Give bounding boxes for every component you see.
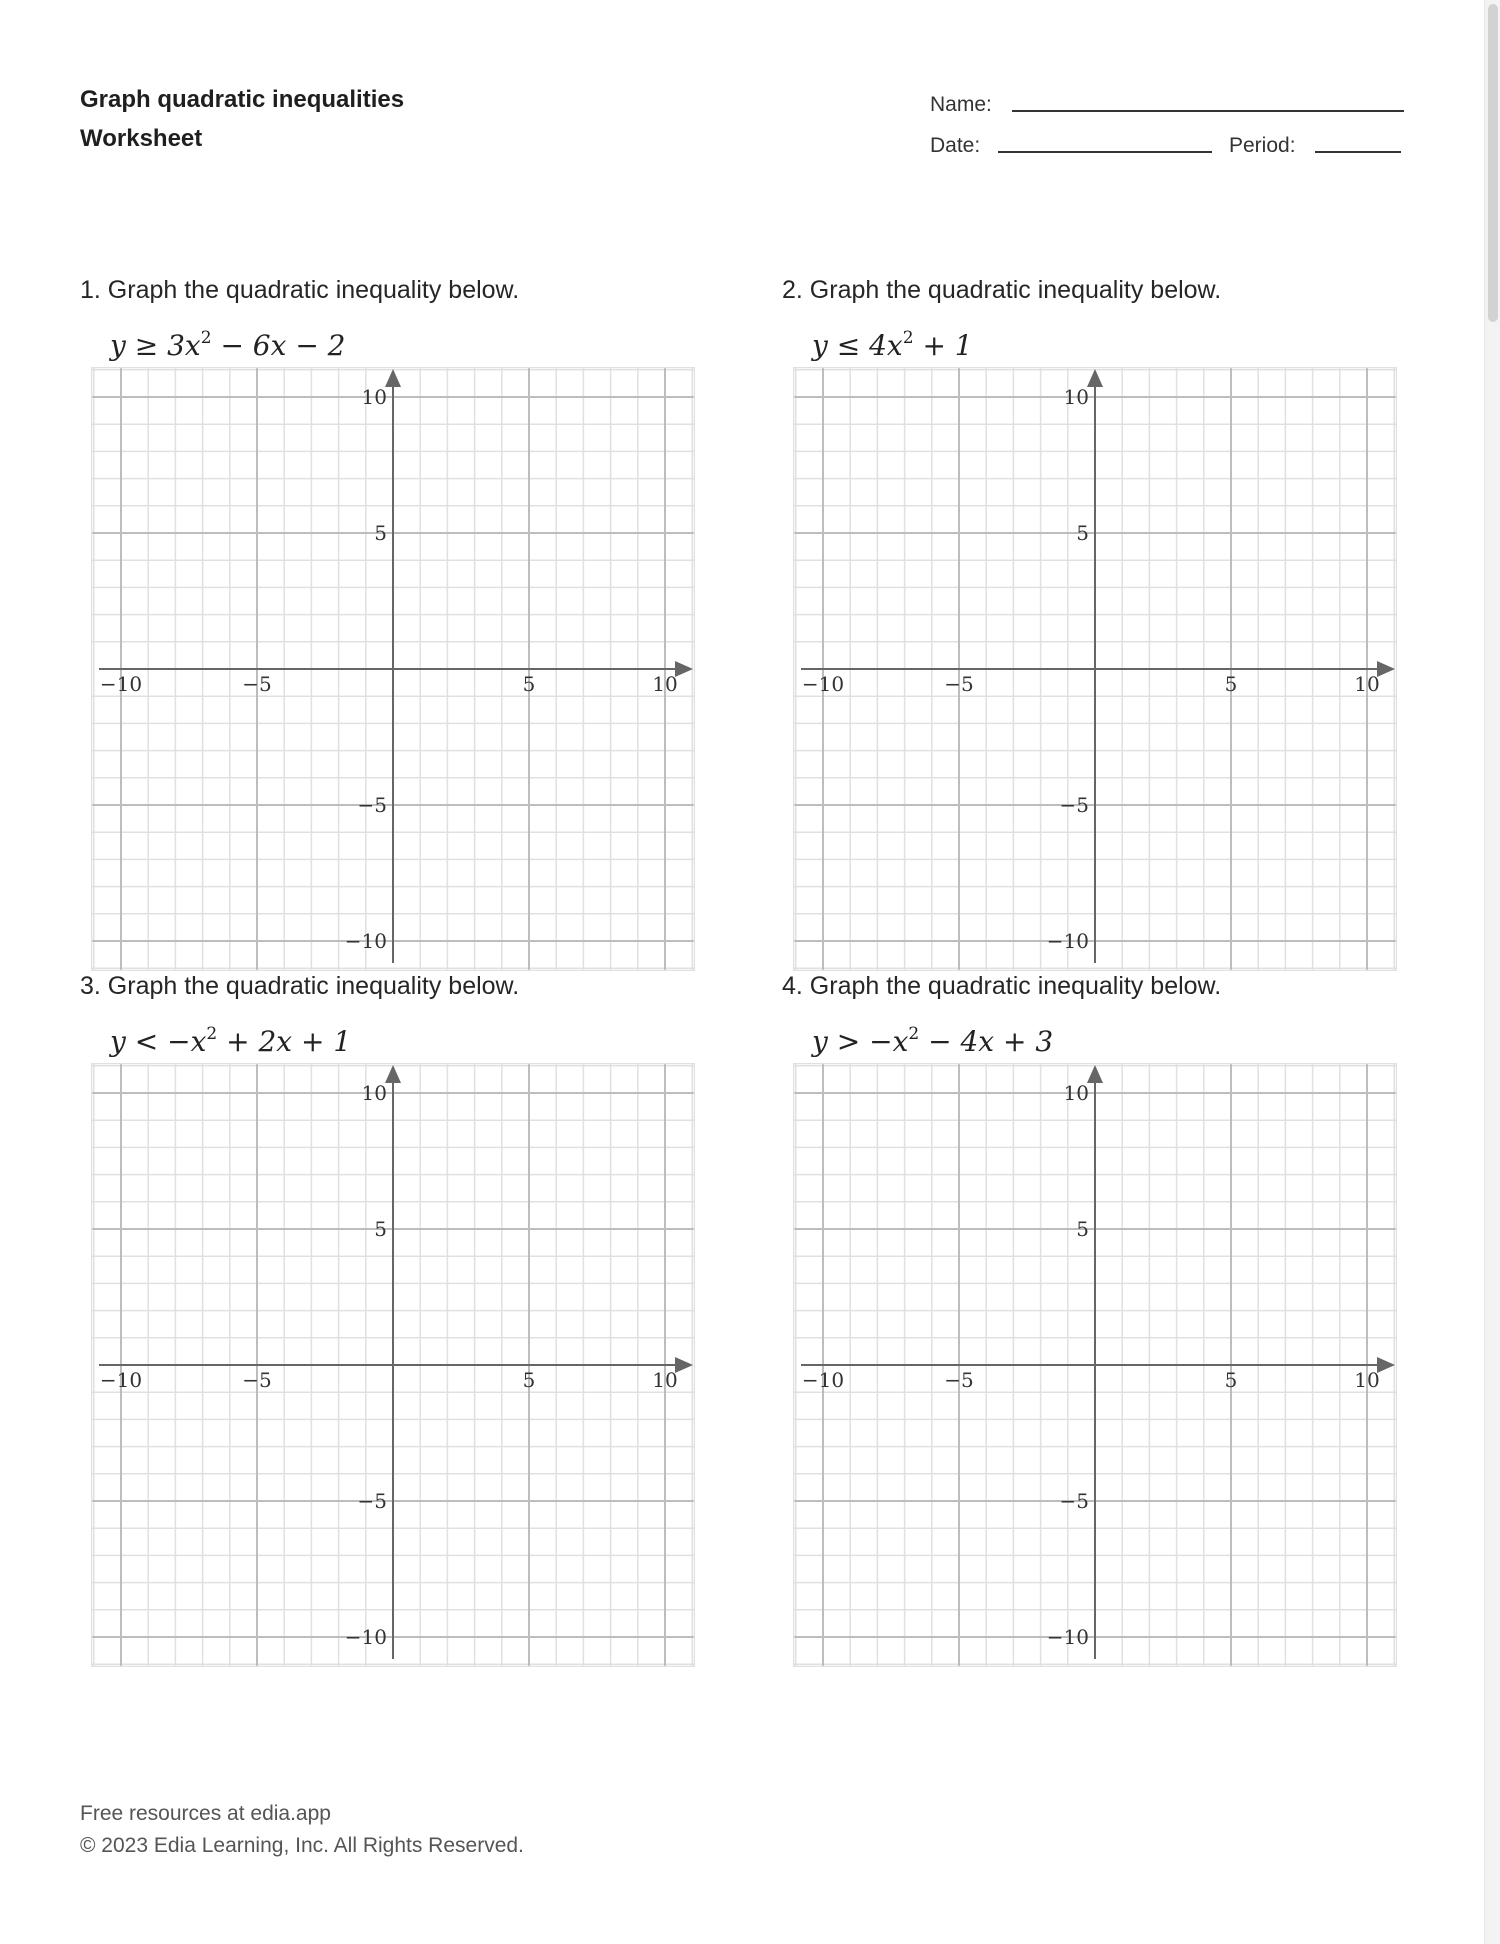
problem-1-prompt: 1. Graph the quadratic inequality below. xyxy=(80,276,520,304)
inequality-term: − 4x + 3 xyxy=(919,1025,1054,1058)
y-tick-label: −5 xyxy=(1059,793,1089,817)
x-tick-label: −10 xyxy=(801,1368,845,1392)
problem-4-graph[interactable] xyxy=(793,1063,1397,1667)
x-tick-label: −5 xyxy=(944,672,974,696)
problem-2-prompt: 2. Graph the quadratic inequality below. xyxy=(782,276,1222,304)
y-axis-arrow-icon xyxy=(385,1065,401,1083)
inequality-operator: < xyxy=(134,1025,159,1058)
inequality-term: + 2x + 1 xyxy=(217,1025,352,1058)
inequality-exponent: 2 xyxy=(206,1024,218,1044)
x-tick-label: −5 xyxy=(242,1368,272,1392)
footer-copyright: © 2023 Edia Learning, Inc. All Rights Reserved. xyxy=(80,1834,524,1857)
x-tick-label: 10 xyxy=(652,1368,678,1392)
problem-4-prompt: 4. Graph the quadratic inequality below. xyxy=(782,972,1222,1000)
inequality-term: + 1 xyxy=(913,329,973,362)
x-tick-label: −10 xyxy=(99,672,143,696)
y-tick-label: 10 xyxy=(361,385,387,409)
problem-2-inequality xyxy=(812,328,973,362)
x-tick-label: −10 xyxy=(99,1368,143,1392)
x-tick-label: 10 xyxy=(652,672,678,696)
y-tick-label: −10 xyxy=(1046,1625,1089,1649)
inequality-exponent: 2 xyxy=(200,328,212,348)
inequality-operator: > xyxy=(836,1025,861,1058)
inequality-operator: ≤ xyxy=(836,329,861,362)
y-tick-label: −5 xyxy=(357,793,387,817)
period-label: Period: xyxy=(1229,134,1296,157)
y-axis-arrow-icon xyxy=(1087,1065,1103,1083)
x-tick-label: 5 xyxy=(1224,1368,1238,1392)
y-tick-label: 10 xyxy=(1063,1081,1089,1105)
y-tick-label: −10 xyxy=(1046,929,1089,953)
coordinate-grid[interactable] xyxy=(91,1063,695,1667)
problem-3-prompt: 3. Graph the quadratic inequality below. xyxy=(80,972,520,1000)
problem-1-graph[interactable] xyxy=(91,367,695,971)
x-tick-label: 5 xyxy=(1224,672,1238,696)
y-tick-label: 10 xyxy=(1063,385,1089,409)
name-label: Name: xyxy=(930,93,992,116)
inequality-lhs: y xyxy=(110,329,126,362)
x-tick-label: 10 xyxy=(1354,672,1380,696)
date-label: Date: xyxy=(930,134,981,157)
scrollbar-track[interactable] xyxy=(1484,0,1500,1944)
y-tick-label: −5 xyxy=(1059,1489,1089,1513)
x-tick-label: −5 xyxy=(242,672,272,696)
inequality-exponent: 2 xyxy=(902,328,914,348)
period-field[interactable] xyxy=(1315,151,1401,153)
y-tick-label: 10 xyxy=(361,1081,387,1105)
inequality-lhs: y xyxy=(110,1025,126,1058)
y-tick-label: −10 xyxy=(344,1625,387,1649)
coordinate-grid[interactable] xyxy=(91,367,695,971)
inequality-operator: ≥ xyxy=(134,329,159,362)
problem-3-inequality xyxy=(110,1024,351,1058)
y-tick-label: 5 xyxy=(374,1217,387,1241)
inequality-term: −x xyxy=(869,1025,909,1058)
worksheet-title: Graph quadratic inequalities xyxy=(80,86,405,113)
scrollbar-thumb[interactable] xyxy=(1488,4,1498,322)
coordinate-grid[interactable] xyxy=(793,1063,1397,1667)
date-field[interactable] xyxy=(998,151,1212,153)
inequality-lhs: y xyxy=(812,329,828,362)
coordinate-grid[interactable] xyxy=(793,367,1397,971)
inequality-term: −x xyxy=(167,1025,207,1058)
y-axis-arrow-icon xyxy=(1087,369,1103,387)
inequality-lhs: y xyxy=(812,1025,828,1058)
name-field[interactable] xyxy=(1012,110,1404,112)
y-tick-label: −5 xyxy=(357,1489,387,1513)
problem-4-inequality xyxy=(812,1024,1053,1058)
x-tick-label: 10 xyxy=(1354,1368,1380,1392)
y-tick-label: −10 xyxy=(344,929,387,953)
inequality-term: 3x xyxy=(167,329,201,362)
problem-3-graph[interactable] xyxy=(91,1063,695,1667)
y-tick-label: 5 xyxy=(1076,1217,1089,1241)
y-axis-arrow-icon xyxy=(385,369,401,387)
x-tick-label: 5 xyxy=(522,672,536,696)
y-tick-label: 5 xyxy=(1076,521,1089,545)
problem-2-graph[interactable] xyxy=(793,367,1397,971)
x-tick-label: 5 xyxy=(522,1368,536,1392)
inequality-term: 4x xyxy=(869,329,903,362)
problem-1-inequality xyxy=(110,328,346,362)
y-tick-label: 5 xyxy=(374,521,387,545)
x-tick-label: −5 xyxy=(944,1368,974,1392)
inequality-exponent: 2 xyxy=(908,1024,920,1044)
x-tick-label: −10 xyxy=(801,672,845,696)
inequality-term: − 6x − 2 xyxy=(211,329,346,362)
footer-resources: Free resources at edia.app xyxy=(80,1802,331,1825)
worksheet-subtitle: Worksheet xyxy=(80,125,203,152)
